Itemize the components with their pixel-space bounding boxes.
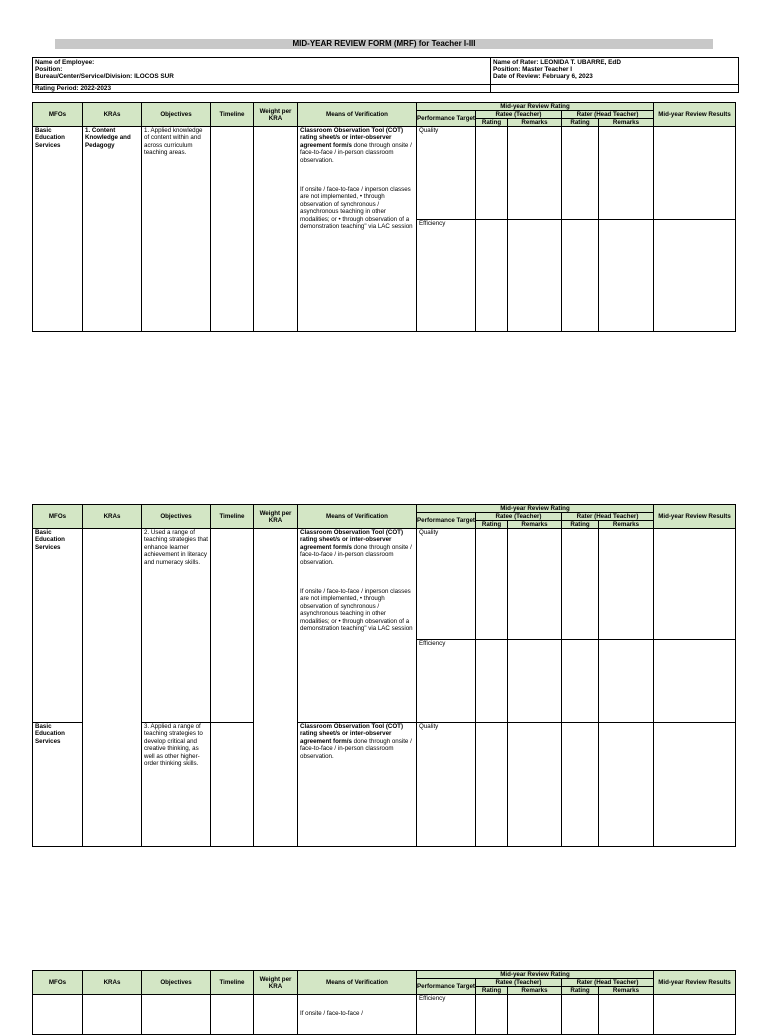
rater-rating-cell[interactable] [562,723,599,847]
rating-period: Rating Period: 2022-2023 [35,85,112,92]
header-rater: Rater (Head Teacher) [562,979,654,987]
header-timeline: Timeline [211,505,254,529]
mov-bold-text: Classroom Observation Tool (COT) rating sheet/s or inter-observer agreement form/s [300,723,404,745]
header-rater-rating: Rating [562,119,599,127]
header-rater-rating: Rating [562,521,599,529]
timeline-cell[interactable] [211,529,254,723]
rater-remarks-cell[interactable] [599,529,654,640]
ratee-rating-cell[interactable] [476,127,508,220]
rater-rating-cell[interactable] [562,529,599,640]
mfo-cell: Basic Education Services [33,529,83,723]
results-cell[interactable] [654,995,736,1035]
header-ratee-remarks: Remarks [508,987,562,995]
info-divider [490,58,491,92]
kra-cell [83,995,142,1035]
header-timeline: Timeline [211,103,254,127]
header-rater: Rater (Head Teacher) [562,111,654,119]
objective-cell [142,995,211,1035]
mfo-cell: Basic Education Services [33,127,83,332]
employee-details [35,59,174,80]
header-weight: Weight per KRA [254,505,298,529]
results-cell[interactable] [654,640,736,723]
ratee-rating-cell[interactable] [476,723,508,847]
header-rater-remarks: Remarks [599,987,654,995]
ratee-remarks-cell[interactable] [508,995,562,1035]
header-rater-rating: Rating [562,987,599,995]
header-performance-target: Performance Target [417,979,476,995]
employee-name-label: Name of Employee: [35,59,95,66]
results-cell[interactable] [654,723,736,847]
header-objectives: Objectives [142,971,211,995]
header-mfos: MFOs [33,505,83,529]
results-cell[interactable] [654,529,736,640]
header-ratee-rating: Rating [476,521,508,529]
target-quality: Quality [417,127,476,220]
employee-bureau: Bureau/Center/Service/Division: ILOCOS SUR [35,73,174,80]
timeline-cell[interactable] [211,127,254,332]
rater-remarks-cell[interactable] [599,220,654,332]
header-ratee-remarks: Remarks [508,119,562,127]
header-ratee-rating: Rating [476,119,508,127]
header-midyear-rating: Mid-year Review Rating [417,505,654,513]
mov-bold-text: Classroom Observation Tool (COT) rating sheet/s or inter-observer agreement form/s [300,127,404,149]
header-results: Mid-year Review Results [654,971,736,995]
rater-remarks-cell[interactable] [599,723,654,847]
ratee-rating-cell[interactable] [476,640,508,723]
header-rater-remarks: Remarks [599,521,654,529]
header-performance-target: Performance Target [417,111,476,127]
header-kras: KRAs [83,971,142,995]
ratee-remarks-cell[interactable] [508,127,562,220]
header-ratee: Ratee (Teacher) [476,513,562,521]
rater-rating-cell[interactable] [562,995,599,1035]
header-results: Mid-year Review Results [654,505,736,529]
target-quality: Quality [417,723,476,847]
form-title: MID-YEAR REVIEW FORM (MRF) for Teacher I-III [55,39,713,49]
rater-rating-cell[interactable] [562,640,599,723]
ratee-rating-cell[interactable] [476,220,508,332]
header-ratee: Ratee (Teacher) [476,979,562,987]
ratee-remarks-cell[interactable] [508,640,562,723]
mrf-table-1 [32,102,736,332]
rater-rating-cell[interactable] [562,127,599,220]
weight-cell[interactable] [254,529,298,847]
results-cell[interactable] [654,220,736,332]
header-ratee-rating: Rating [476,987,508,995]
rater-remarks-cell[interactable] [599,127,654,220]
header-kras: KRAs [83,505,142,529]
header-performance-target: Performance Target [417,513,476,529]
mov-text: done through onsite / face-to-face / in-person classroom observation. [300,737,412,760]
header-mfos: MFOs [33,103,83,127]
employee-position-label: Position: [35,66,63,73]
mov-cell [298,723,417,847]
mov-text: done through onsite / face-to-face / in-person classroom observation. [300,141,412,164]
objective-cell: 3. Applied a range of teaching strategies to develop critical and creative thinking, as well as other higher-order thinking skills. [142,723,211,847]
mrf-table-2 [32,504,736,847]
rater-remarks-cell[interactable] [599,640,654,723]
header-weight: Weight per KRA [254,971,298,995]
mov-alt-text: If onsite / face-to-face / inperson classes are not implemented, • through observation of synchronous / asynchronous teaching in other modalities; or • through observation of a demonstration teaching" via LAC session [300,186,413,231]
ratee-rating-cell[interactable] [476,529,508,640]
mov-cell [298,529,417,723]
mov-text: done through onsite / face-to-face / in-person classroom observation. [300,543,412,566]
mov-cell [298,127,417,332]
target-efficiency: Efficiency [417,640,476,723]
rater-position: Position: Master Teacher I [493,66,573,73]
target-efficiency: Efficiency [417,220,476,332]
header-weight: Weight per KRA [254,103,298,127]
period-divider [33,84,738,85]
mrf-table-3 [32,970,736,1035]
objective-cell: 2. Used a range of teaching strategies that enhance learner achievement in literacy and numeracy skills. [142,529,211,723]
ratee-remarks-cell[interactable] [508,529,562,640]
header-ratee-remarks: Remarks [508,521,562,529]
mov-bold-text: Classroom Observation Tool (COT) rating sheet/s or inter-observer agreement form/s [300,529,404,551]
rater-name: Name of Rater: LEONIDA T. UBARRE, EdD [493,59,621,66]
mfo-cell [33,995,83,1035]
results-cell[interactable] [654,127,736,220]
mov-partial-text: If onsite / face-to-face / [300,1010,363,1017]
ratee-remarks-cell[interactable] [508,723,562,847]
rater-rating-cell[interactable] [562,220,599,332]
header-kras: KRAs [83,103,142,127]
mov-cell [298,995,417,1035]
header-timeline: Timeline [211,971,254,995]
employee-info-box [32,57,739,93]
header-mfos: MFOs [33,971,83,995]
header-rater-remarks: Remarks [599,119,654,127]
ratee-remarks-cell[interactable] [508,220,562,332]
objective-cell: 1. Applied knowledge of content within and across curriculum teaching areas. [142,127,211,332]
weight-cell[interactable] [254,995,298,1035]
header-ratee: Ratee (Teacher) [476,111,562,119]
mfo-cell: Basic Education Services [33,723,83,847]
rater-remarks-cell[interactable] [599,995,654,1035]
target-efficiency: Efficiency [417,995,476,1035]
header-mov: Means of Verification [298,971,417,995]
header-midyear-rating: Mid-year Review Rating [417,971,654,979]
header-midyear-rating: Mid-year Review Rating [417,103,654,111]
header-rater: Rater (Head Teacher) [562,513,654,521]
target-quality: Quality [417,529,476,640]
header-objectives: Objectives [142,103,211,127]
kra-cell: 1. Content Knowledge and Pedagogy [83,127,142,332]
ratee-rating-cell[interactable] [476,995,508,1035]
kra-cell [83,529,142,847]
weight-cell[interactable] [254,127,298,332]
header-mov: Means of Verification [298,103,417,127]
header-objectives: Objectives [142,505,211,529]
timeline-cell[interactable] [211,995,254,1035]
header-mov: Means of Verification [298,505,417,529]
mov-alt-text: If onsite / face-to-face / inperson classes are not implemented, • through observation of synchronous / asynchronous teaching in other modalities; or • through observation of a demonstration teaching" via LAC session [300,588,413,633]
header-results: Mid-year Review Results [654,103,736,127]
rater-details [493,59,621,80]
review-date: Date of Review: February 6, 2023 [493,73,593,80]
timeline-cell[interactable] [211,723,254,847]
